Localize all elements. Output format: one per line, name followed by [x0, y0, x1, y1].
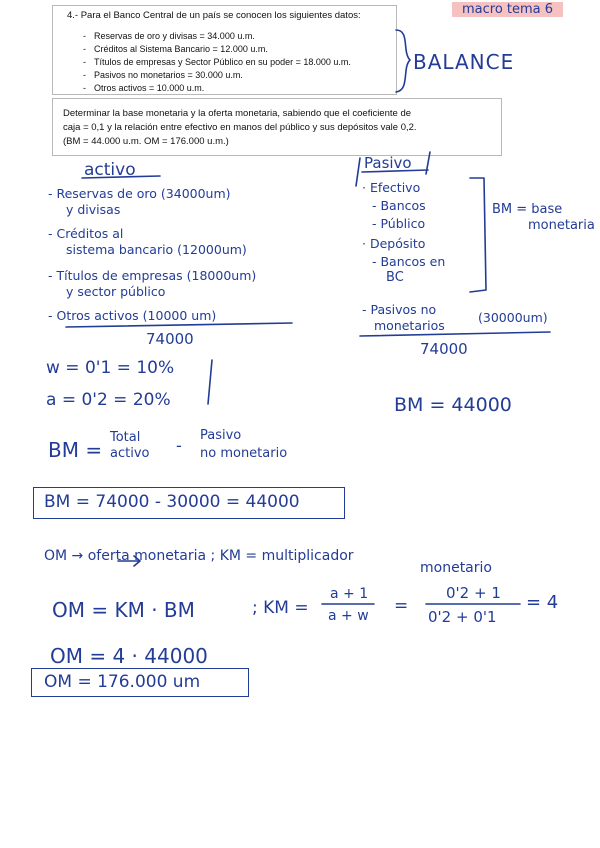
om-calc: OM = 4 · 44000 — [50, 644, 208, 668]
otros-underline — [66, 323, 292, 327]
bullet-dash: - — [83, 57, 86, 67]
om-definition: OM → oferta monetaria ; KM = multiplicador — [44, 548, 354, 564]
pasivo-line: · Depósito — [362, 236, 426, 251]
km-value-num: 0'2 + 1 — [446, 584, 501, 602]
bullet-dash: - — [83, 83, 86, 93]
activo-line: y sector público — [66, 284, 166, 299]
activo-line: y divisas — [66, 202, 121, 217]
km-value-den: 0'2 + 0'1 — [428, 608, 497, 626]
km-frac-den: a + w — [328, 608, 369, 624]
km-result: = 4 — [526, 592, 559, 613]
problem-item: - Reservas de oro y divisas = 34.000 u.m. — [83, 31, 255, 41]
problem-item: - Créditos al Sistema Bancario = 12.000 u.m. — [83, 44, 268, 54]
bm-term-total: Total — [110, 430, 141, 445]
balance-brace — [396, 30, 410, 92]
activo-line: - Títulos de empresas (18000um) — [48, 268, 257, 283]
pasivo-total: 74000 — [420, 340, 468, 358]
pasivo-line: - Bancos — [372, 198, 426, 213]
activo-line: - Otros activos (10000 um) — [48, 308, 217, 323]
activo-title: activo — [84, 160, 136, 180]
bullet-dash: - — [83, 31, 86, 41]
pasivo-line: BC — [386, 270, 404, 285]
task-line: (BM = 44.000 u.m. OM = 176.000 u.m.) — [63, 136, 229, 147]
pasivo-line: - Público — [372, 216, 426, 231]
km-equals: = — [394, 596, 409, 616]
activo-line: sistema bancario (12000um) — [66, 242, 247, 257]
pasivo-line: - Pasivos no — [362, 302, 437, 317]
pasivo-line: monetarios — [374, 318, 445, 333]
activo-line: - Reservas de oro (34000um) — [48, 186, 231, 201]
bm-calc-box — [33, 487, 345, 519]
bm-term-pasivo: Pasivo — [200, 428, 242, 443]
problem-item: - Pasivos no monetarios = 30.000 u.m. — [83, 70, 243, 80]
problem-item: - Otros activos = 10.000 u.m. — [83, 83, 205, 93]
bm-definition-cont: monetaria — [528, 218, 595, 233]
problem-title: 4.- Para el Banco Central de un país se conocen los siguientes datos: — [67, 10, 361, 21]
pasivo-line: - Bancos en — [372, 254, 446, 269]
om-definition-cont: monetario — [420, 560, 492, 576]
activo-total: 74000 — [146, 330, 194, 348]
bm-formula-lhs: BM = — [48, 438, 103, 462]
activo-line: - Créditos al — [48, 226, 124, 241]
task-line: Determinar la base monetaria y la oferta monetaria, sabiendo que el coeficiente de — [63, 108, 412, 119]
km-label: ; KM = — [252, 598, 309, 618]
bullet-dash: - — [83, 70, 86, 80]
om-result-box — [31, 668, 249, 697]
om-formula-lhs: OM = KM · BM — [52, 598, 195, 622]
pasivo-group-brace — [470, 178, 486, 292]
om-result: OM = 176.000 um — [44, 672, 201, 692]
w-coefficient: w = 0'1 = 10% — [46, 358, 175, 378]
pasivo-bracket-left — [356, 158, 360, 186]
header-tag: macro tema 6 — [452, 2, 563, 17]
bm-definition: BM = base — [492, 202, 563, 217]
wa-brace — [208, 360, 212, 404]
pasivo-title: Pasivo — [364, 154, 412, 172]
bm-term-no-monetario: no monetario — [200, 446, 288, 461]
problem-item: - Títulos de empresas y Sector Público en su poder = 18.000 u.m. — [83, 57, 351, 67]
bm-term-activo: activo — [110, 446, 150, 461]
bm-minus: - — [176, 436, 182, 455]
pasivos-no-monetarios-value: (30000um) — [478, 310, 548, 325]
balance-label: BALANCE — [413, 50, 515, 74]
km-frac-num: a + 1 — [330, 586, 369, 602]
bm-result-right: BM = 44000 — [394, 394, 512, 416]
pasivo-line: · Efectivo — [362, 180, 421, 195]
bullet-dash: - — [83, 44, 86, 54]
task-line: caja = 0,1 y la relación entre efectivo en manos del público y sus depósitos vale 0,2. — [63, 122, 417, 133]
a-coefficient: a = 0'2 = 20% — [46, 390, 171, 410]
bm-calc: BM = 74000 - 30000 = 44000 — [44, 492, 300, 512]
